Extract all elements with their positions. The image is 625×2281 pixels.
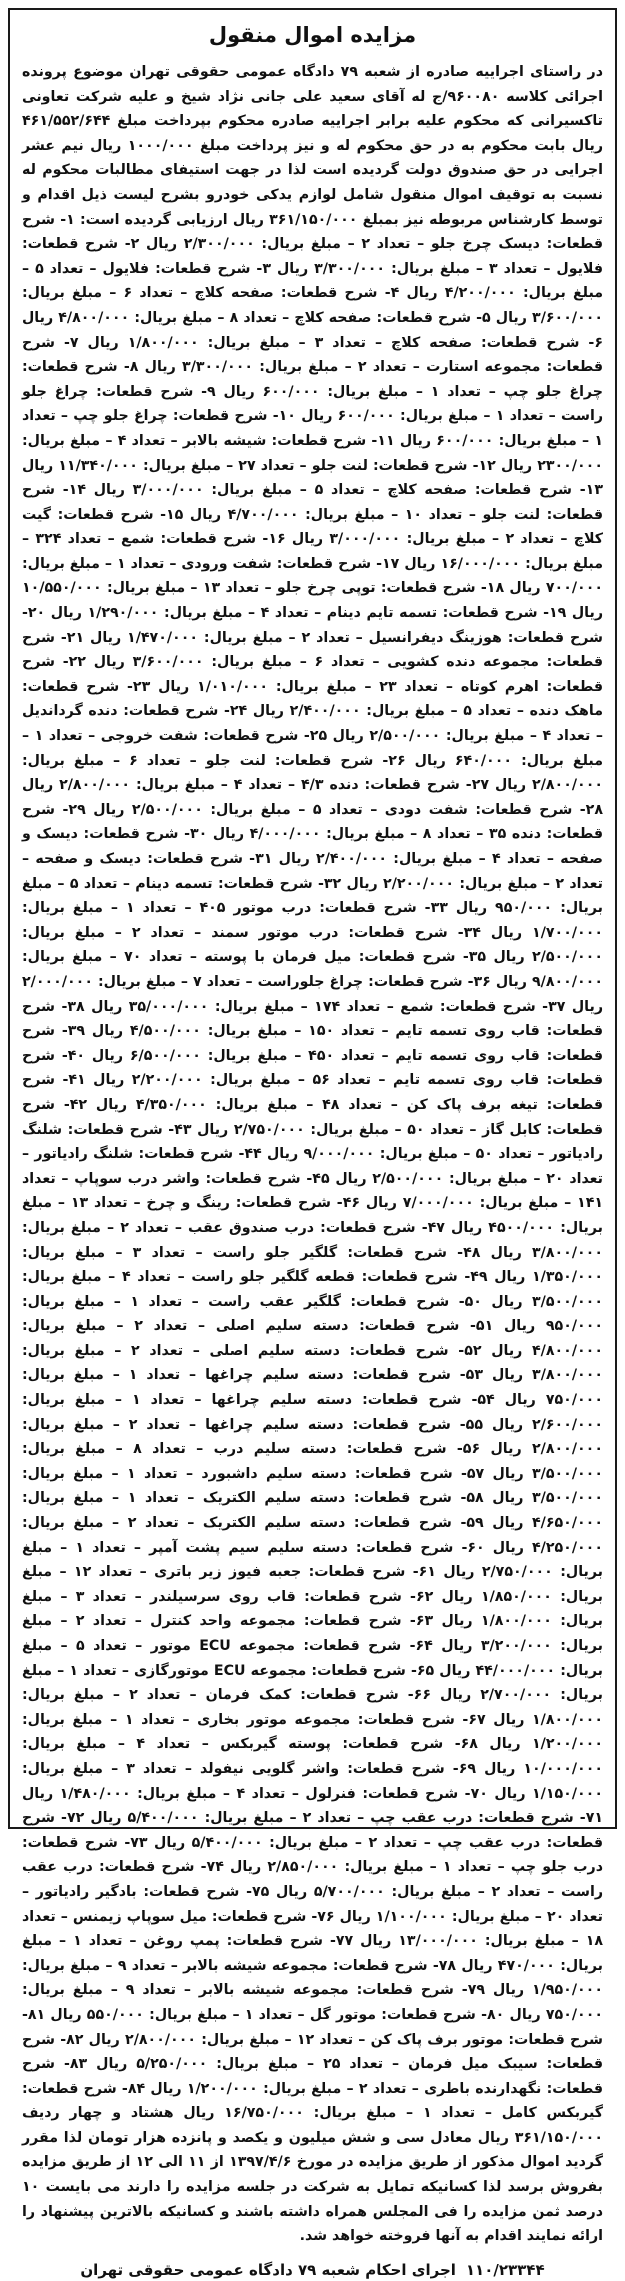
notice-title: مزایده اموال منقول [208,23,417,47]
notice-body-text: در راستای اجراییه صادره از شعبه ۷۹ دادگاه عمومی حقوقی تهران موضوع پرونده اجرائی کلاسه ۹۶۰۰۸۰/ج له آقای سعید علی جانی نژاد شیخ و علیه شرکت تعاونی تاکسیرانی که محکوم علیه برابر اجراییه صادره محکوم بپرداخت مبلغ ۴۶۱/۵۵۲/۶۴۴ ریال بابت محکوم به در حق محکوم له و نیز پرداخت مبلغ ۱۰۰۰/۰۰۰ ریال نیم عشر اجرایی در حق صندوق دولت گردیده است لذا در جهت استیفای مطالبات محکوم له نسبت به توقیف اموال منقول شامل لوازم یدکی خودرو بشرح لیست ذیل اقدام و توسط کارشناس مربوطه نیز بمبلغ ۳۶۱/۱۵۰/۰۰۰ ریال ارزیابی گردیده است: ۱- شرح قطعات: دیسک چرخ جلو – تعداد ۲ – مبلغ بریال: ۲/۳۰۰/۰۰۰ ریال ۲- شرح قطعات: فلایول – تعداد ۳ – مبلغ بریال: ۳/۳۰۰/۰۰۰ ریال ۳- شرح قطعات: فلایول – تعداد ۵ – مبلغ بریال: ۴/۲۰۰/۰۰۰ ریال ۴- شرح قطعات: صفحه کلاچ – تعداد ۶ – مبلغ بریال: ۳/۶۰۰/۰۰۰ ریال ۵- شرح قطعات: صفحه کلاچ – تعداد ۸ – مبلغ بریال: ۴/۸۰۰/۰۰۰ ریال ۶- شرح قطعات: صفحه کلاچ – تعداد ۳ – مبلغ بریال: ۱/۸۰۰/۰۰۰ ریال ۷- شرح قطعات: مجموعه استارت – تعداد ۲ – مبلغ بریال: ۳/۳۰۰/۰۰۰ ریال ۸- شرح قطعات: چراغ جلو چپ – تعداد ۱ – مبلغ بریال: ۶۰۰/۰۰۰ ریال ۹- شرح قطعات: چراغ جلو راست – تعداد ۱ – مبلغ بریال: ۶۰۰/۰۰۰ ریال ۱۰- شرح قطعات: چراغ جلو چپ – تعداد ۱ – مبلغ بریال: ۶۰۰/۰۰۰ ریال ۱۱- شرح قطعات: شیشه بالابر – تعداد ۴ – مبلغ بریال: ۲۳۰۰/۰۰۰ ریال ۱۲- شرح قطعات: لنت جلو – تعداد ۲۷ – مبلغ بریال: ۱۱/۳۴۰/۰۰۰ ریال ۱۳- شرح قطعات: صفحه کلاچ – تعداد ۵ – مبلغ بریال: ۳/۰۰۰/۰۰۰ ریال ۱۴- شرح قطعات: لنت جلو – تعداد ۱۰ – مبلغ بریال: ۴/۷۰۰/۰۰۰ ریال ۱۵- شرح قطعات: گیت کلاچ – تعداد ۲ – مبلغ بریال: ۳/۰۰۰/۰۰۰ ریال ۱۶- شرح قطعات: شمع – تعداد ۳۲۴ – مبلغ بریال: ۱۶/۰۰۰/۰۰۰ ریال ۱۷- شرح قطعات: شفت ورودی – تعداد ۱ – مبلغ بریال: ۷۰۰/۰۰۰ ریال ۱۸- شرح قطعات: توپی چرخ جلو – تعداد ۱۳ – مبلغ بریال: ۱۰/۵۵۰/۰۰۰ ریال ۱۹- شرح قطعات: تسمه تایم دینام – تعداد ۴ – مبلغ بریال: ۱/۲۹۰/۰۰۰ ریال ۲۰- شرح قطعات: هوزینگ دیفرانسیل – تعداد ۲ – مبلغ بریال: ۱/۴۷۰/۰۰۰ ریال ۲۱- شرح قطعات: مجموعه دنده کشویی – تعداد ۶ – مبلغ بریال: ۳/۶۰۰/۰۰۰ ریال ۲۲- شرح قطعات: اهرم کوتاه – تعداد ۲۳ – مبلغ بریال: ۱/۰۱۰/۰۰۰ ریال ۲۳- شرح قطعات: ماهک دنده – تعداد ۵ – مبلغ بریال: ۲/۴۰۰/۰۰۰ ریال ۲۴- شرح قطعات: دنده گرداندیل – تعداد ۴ – مبلغ بریال: ۲/۵۰۰/۰۰۰ ریال ۲۵- شرح قطعات: شفت خروجی – تعداد ۱ – مبلغ بریال: ۶۴۰/۰۰۰ ریال ۲۶- شرح قطعات: لنت جلو – تعداد ۶ – مبلغ بریال: ۲/۸۰۰/۰۰۰ ریال ۲۷- شرح قطعات: دنده ۴/۳ – تعداد ۴ – مبلغ بریال: ۲/۸۰۰/۰۰۰ ریال ۲۸- شرح قطعات: شفت دودی – تعداد ۵ – مبلغ بریال: ۲/۵۰۰/۰۰۰ ریال ۲۹- شرح قطعات: دنده ۳۵ – تعداد ۸ – مبلغ بریال: ۴/۰۰۰/۰۰۰ ریال ۳۰- شرح قطعات: دیسک و صفحه – تعداد ۴ – مبلغ بریال: ۲/۴۰۰/۰۰۰ ریال ۳۱- شرح قطعات: دیسک و صفحه – تعداد ۲ – مبلغ بریال: ۲/۲۰۰/۰۰۰ ریال ۳۲- شرح قطعات: تسمه دینام – تعداد ۵ – مبلغ بریال: ۹۵۰/۰۰۰ ریال ۳۳- شرح قطعات: درب موتور ۴۰۵ – تعداد ۱ – مبلغ بریال: ۱/۷۰۰/۰۰۰ ریال ۳۴- شرح قطعات: درب موتور سمند – تعداد ۲ – مبلغ بریال: ۲/۵۰۰/۰۰۰ ریال ۳۵- شرح قطعات: میل فرمان با پوسته – تعداد ۷۰ – مبلغ بریال: ۹/۸۰۰/۰۰۰ ریال ۳۶- شرح قطعات: چراغ جلوراست – تعداد ۷ – مبلغ بریال: ۲/۰۰۰/۰۰۰ ریال ۳۷- شرح قطعات: شمع – تعداد ۱۷۴ – مبلغ بریال: ۳۵/۰۰۰/۰۰۰ ریال ۳۸- شرح قطعات: قاب روی تسمه تایم – تعداد ۱۵۰ – مبلغ بریال: ۴/۵۰۰/۰۰۰ ریال ۳۹- شرح قطعات: قاب روی تسمه تایم – تعداد ۴۵۰ – مبلغ بریال: ۶/۵۰۰/۰۰۰ ریال ۴۰- شرح قطعات: قاب روی تسمه تایم – تعداد ۵۶ – مبلغ بریال: ۲/۲۰۰/۰۰۰ ریال ۴۱- شرح قطعات: تیغه برف پاک کن – تعداد ۴۸ – مبلغ بریال: ۴/۳۵۰/۰۰۰ ریال ۴۲- شرح قطعات: کابل گاز – تعداد ۵۰ – مبلغ بریال: ۲/۷۵۰/۰۰۰ ریال ۴۳- شرح قطعات: شلنگ رادیاتور – تعداد ۵۰ – مبلغ بریال: ۹/۰۰۰/۰۰۰ ریال ۴۴- شرح قطعات: شلنگ رادیاتور – تعداد ۲۰ – مبلغ بریال: ۲/۵۰۰/۰۰۰ ریال ۴۵- شرح قطعات: واشر درب سوپاپ – تعداد ۱۴۱ – مبلغ بریال: ۷/۰۰۰/۰۰۰ ریال ۴۶- شرح قطعات: رینگ و چرخ – تعداد ۱۳ – مبلغ بریال: ۴۵۰۰/۰۰۰ ریال ۴۷- شرح قطعات: درب صندوق عقب – تعداد ۲ – مبلغ بریال: ۳/۸۰۰/۰۰۰ ریال ۴۸- شرح قطعات: گلگیر جلو راست – تعداد ۳ – مبلغ بریال: ۱/۳۵۰/۰۰۰ ریال ۴۹- شرح قطعات: قطعه گلگیر جلو راست – تعداد ۴ – مبلغ بریال: ۳/۵۰۰/۰۰۰ ریال ۵۰- شرح قطعات: گلگیر عقب راست – تعداد ۱ – مبلغ بریال: ۹۵۰/۰۰۰ ریال ۵۱- شرح قطعات: دسته سلیم اصلی – تعداد ۲ – مبلغ بریال: ۴/۸۰۰/۰۰۰ ریال ۵۲- شرح قطعات: دسته سلیم اصلی – تعداد ۲ – مبلغ بریال: ۳/۸۰۰/۰۰۰ ریال ۵۳- شرح قطعات: دسته سلیم چراغها – تعداد ۱ – مبلغ بریال: ۷۵۰/۰۰۰ ریال ۵۴- شرح قطعات: دسته سلیم چراغها – تعداد ۱ – مبلغ بریال: ۲/۶۰۰/۰۰۰ ریال ۵۵- شرح قطعات: دسته سلیم چراغها – تعداد ۲ – مبلغ بریال: ۲/۸۰۰/۰۰۰ ریال ۵۶- شرح قطعات: دسته سلیم درب – تعداد ۸ – مبلغ بریال: ۳/۵۰۰/۰۰۰ ریال ۵۷- شرح قطعات: دسته سلیم داشبورد – تعداد ۱ – مبلغ بریال: ۳/۵۰۰/۰۰۰ ریال ۵۸- شرح قطعات: دسته سلیم الکتریک – تعداد ۱ – مبلغ بریال: ۴/۶۵۰/۰۰۰ ریال ۵۹- شرح قطعات: دسته سلیم الکتریک – تعداد ۲ – مبلغ بریال: ۴/۲۵۰/۰۰۰ ریال ۶۰- شرح قطعات: دسته سلیم سیم پشت آمپر – تعداد ۱ – مبلغ بریال: ۲/۷۵۰/۰۰۰ ریال ۶۱- شرح قطعات: جعبه فیوز زیر باتری – تعداد ۱۲ – مبلغ بریال: ۱/۸۵۰/۰۰۰ ریال ۶۲- شرح قطعات: قاب روی سرسیلندر – تعداد ۳ – مبلغ بریال: ۱/۸۰۰/۰۰۰ ریال ۶۳- شرح قطعات: مجموعه واحد کنترل – تعداد ۲ – مبلغ بریال: ۳/۲۰۰/۰۰۰ ریال ۶۴- شرح قطعات: مجموعه ECU موتور – تعداد ۵ – مبلغ بریال: ۴۴/۰۰۰/۰۰۰ ریال ۶۵- شرح قطعات: مجموعه ECU موتورگازی – تعداد ۱ – مبلغ بریال: ۲/۷۰۰/۰۰۰ ریال ۶۶- شرح قطعات: کمک فرمان – تعداد ۲ – مبلغ بریال: ۱/۸۰۰/۰۰۰ ریال ۶۷- شرح قطعات: مجموعه موتور بخاری – تعداد ۱ – مبلغ بریال: ۱/۲۰۰/۰۰۰ ریال ۶۸- شرح قطعات: پوسته گیربکس – تعداد ۴ – مبلغ بریال: ۱۰/۰۰۰/۰۰۰ ریال ۶۹- شرح قطعات: واشر گلویی نیفولد – تعداد ۳ – مبلغ بریال: ۱/۱۵۰/۰۰۰ ریال ۷۰- شرح قطعات: فنرلول – تعداد ۴ – مبلغ بریال: ۱/۴۸۰/۰۰۰ ریال ۷۱- شرح قطعات: درب عقب چپ – تعداد ۲ – مبلغ بریال: ۵/۴۰۰/۰۰۰ ریال ۷۲- شرح قطعات: درب عقب چپ – تعداد ۲ – مبلغ بریال: ۵/۴۰۰/۰۰۰ ریال ۷۳- شرح قطعات: درب جلو چپ – تعداد ۱ – مبلغ بریال: ۲/۸۵۰/۰۰۰ ریال ۷۴- شرح قطعات: درب عقب راست – تعداد ۲ – مبلغ بریال: ۵/۷۰۰/۰۰۰ ریال ۷۵- شرح قطعات: بادگیر رادیاتور – تعداد ۲۰ – مبلغ بریال: ۱/۱۰۰/۰۰۰ ریال ۷۶- شرح قطعات: میل سوپاپ زیمنس – تعداد ۱۸ – مبلغ بریال: ۱۳/۰۰۰/۰۰۰ ریال ۷۷- شرح قطعات: پمپ روغن – تعداد ۱ – مبلغ بریال: ۴۷۰/۰۰۰ ریال ۷۸- شرح قطعات: مجموعه شیشه بالابر – تعداد ۹ – مبلغ بریال: ۱/۹۵۰/۰۰۰ ریال ۷۹- شرح قطعات: مجموعه شیشه بالابر – تعداد ۹ – مبلغ بریال: ۷۵۰/۰۰۰ ریال ۸۰- شرح قطعات: موتور گل – تعداد ۱ – مبلغ بریال: ۵۵۰/۰۰۰ ریال ۸۱- شرح قطعات: موتور برف پاک کن – تعداد ۱۲ – مبلغ بریال: ۲/۸۰۰/۰۰۰ ریال ۸۲- شرح قطعات: سیبک میل فرمان – تعداد ۲۵ – مبلغ بریال: ۵/۲۵۰/۰۰۰ ریال ۸۳- شرح قطعات: نگهدارنده باطری – تعداد ۲ – مبلغ بریال: ۱/۲۰۰/۰۰۰ ریال ۸۴- شرح قطعات: گیربکس کامل – تعداد ۱ – مبلغ بریال: ۱۶/۷۵۰/۰۰۰ ریال هشتاد و چهار ردیف ۳۶۱/۱۵۰/۰۰۰ ریال معادل سی و شش میلیون و یکصد و پانزده هزار تومان لذا مقرر گردید اموال مذکور از طریق مزایده در مورخ ۱۳۹۷/۴/۶ از ۱۱ الی ۱۲ از طریق مزایده بفروش برسد لذا کسانیکه تمایل به شرکت در جلسه مزایده را دارند می بایست ۱۰ درصد ثمن مزایده را فی المجلس همراه داشته باشند و کسانیکه بالاترین پیشنهاد را ارائه نمایند اقدام به آنها فروخته خواهد شد. [22,64,604,2245]
auction-notice [8,8,617,2279]
notice-issuing-office: اجرای احکام شعبه ۷۹ دادگاه عمومی حقوقی تهران [80,2260,456,2279]
notice-footer [22,2255,603,2281]
notice-body [22,60,603,2249]
notice-reference-code: ۱۱۰/۲۳۳۴۴ [465,2260,545,2279]
